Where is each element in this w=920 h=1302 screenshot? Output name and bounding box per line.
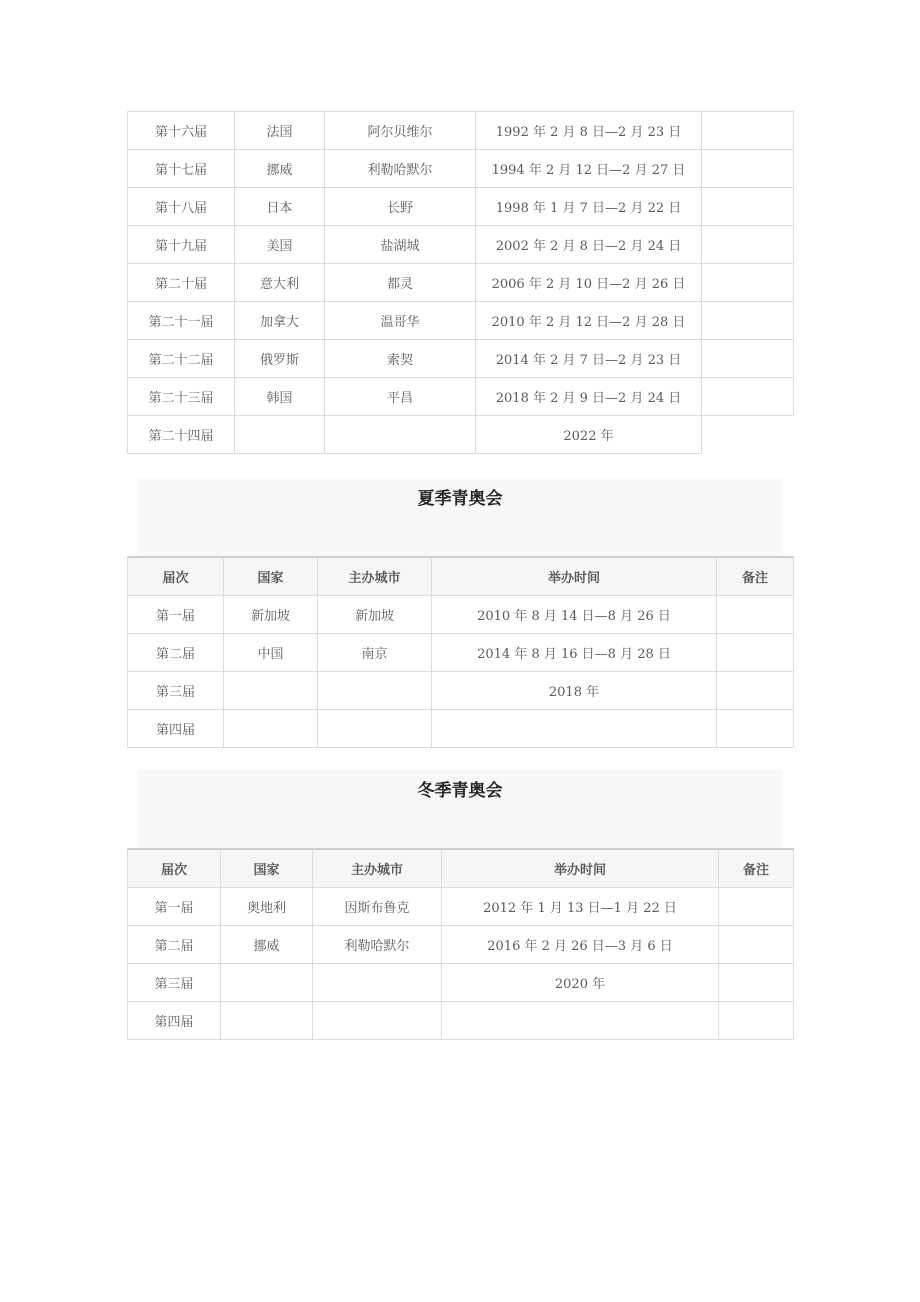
col-header-date: 举办时间 [432,557,717,596]
table-header-row [128,849,794,888]
city-cell: 阿尔贝维尔 [325,112,476,150]
country-cell: 新加坡 [224,596,318,634]
city-cell: 长野 [325,188,476,226]
edition-cell: 第一届 [128,888,221,926]
table-row [128,672,794,710]
table-row [128,112,794,150]
table-row [128,378,794,416]
table-header-row [128,557,794,596]
city-cell [325,416,476,454]
country-cell [224,672,318,710]
winter-youth-title: 冬季青奥会 [137,770,783,848]
edition-cell: 第二十二届 [128,340,235,378]
table-row [128,264,794,302]
table-row [128,302,794,340]
city-cell [313,964,442,1002]
table-row [128,926,794,964]
notes-cell [717,710,794,748]
date-cell: 2014 年 8 月 16 日—8 月 28 日 [432,634,717,672]
city-cell [313,1002,442,1040]
city-cell: 利勒哈默尔 [325,150,476,188]
country-cell [221,1002,313,1040]
city-cell: 盐湖城 [325,226,476,264]
country-cell: 奥地利 [221,888,313,926]
table-row [128,710,794,748]
table-row [128,226,794,264]
col-header-country: 国家 [221,849,313,888]
col-header-country: 国家 [224,557,318,596]
notes-cell [719,964,794,1002]
city-cell: 索契 [325,340,476,378]
col-header-notes: 备注 [717,557,794,596]
notes-cell [719,926,794,964]
edition-cell: 第十六届 [128,112,235,150]
edition-cell: 第二十届 [128,264,235,302]
table-row [128,340,794,378]
table-row [128,416,794,454]
country-cell: 意大利 [235,264,325,302]
notes-cell [702,188,794,226]
table-row [128,596,794,634]
country-cell [224,710,318,748]
country-cell [235,416,325,454]
date-cell: 1992 年 2 月 8 日—2 月 23 日 [476,112,702,150]
city-cell: 南京 [318,634,432,672]
col-header-notes: 备注 [719,849,794,888]
edition-cell: 第二届 [128,926,221,964]
notes-cell [702,226,794,264]
city-cell: 温哥华 [325,302,476,340]
winter-youth-table [127,848,794,1040]
country-cell: 日本 [235,188,325,226]
date-cell: 2016 年 2 月 26 日—3 月 6 日 [442,926,719,964]
winter-youth-body [128,888,794,1040]
notes-cell [719,1002,794,1040]
country-cell: 中国 [224,634,318,672]
city-cell: 利勒哈默尔 [313,926,442,964]
date-cell: 2018 年 2 月 9 日—2 月 24 日 [476,378,702,416]
edition-cell: 第三届 [128,672,224,710]
country-cell [221,964,313,1002]
edition-cell: 第四届 [128,1002,221,1040]
col-header-date: 举办时间 [442,849,719,888]
edition-cell: 第四届 [128,710,224,748]
notes-cell [717,634,794,672]
blank-cell [702,416,794,454]
city-cell: 平昌 [325,378,476,416]
date-cell [442,1002,719,1040]
date-cell: 2018 年 [432,672,717,710]
country-cell: 美国 [235,226,325,264]
table-row [128,150,794,188]
edition-cell: 第二十四届 [128,416,235,454]
date-cell: 2022 年 [476,416,702,454]
col-header-city: 主办城市 [318,557,432,596]
table-row [128,1002,794,1040]
edition-cell: 第一届 [128,596,224,634]
col-header-city: 主办城市 [313,849,442,888]
table-row [128,634,794,672]
city-cell: 因斯布鲁克 [313,888,442,926]
summer-youth-table [127,556,794,748]
notes-cell [717,596,794,634]
date-cell: 2020 年 [442,964,719,1002]
date-cell: 2006 年 2 月 10 日—2 月 26 日 [476,264,702,302]
date-cell: 2002 年 2 月 8 日—2 月 24 日 [476,226,702,264]
date-cell: 2010 年 2 月 12 日—2 月 28 日 [476,302,702,340]
edition-cell: 第二十一届 [128,302,235,340]
edition-cell: 第二届 [128,634,224,672]
notes-cell [719,888,794,926]
country-cell: 挪威 [235,150,325,188]
table-row [128,888,794,926]
summer-youth-body [128,596,794,748]
date-cell: 2010 年 8 月 14 日—8 月 26 日 [432,596,717,634]
notes-cell [702,112,794,150]
city-cell [318,710,432,748]
country-cell: 挪威 [221,926,313,964]
date-cell: 2014 年 2 月 7 日—2 月 23 日 [476,340,702,378]
city-cell: 都灵 [325,264,476,302]
city-cell: 新加坡 [318,596,432,634]
notes-cell [702,150,794,188]
country-cell: 俄罗斯 [235,340,325,378]
col-header-edition: 届次 [128,849,221,888]
notes-cell [702,264,794,302]
winter-olympics-table [127,111,794,454]
date-cell [432,710,717,748]
edition-cell: 第十七届 [128,150,235,188]
edition-cell: 第十八届 [128,188,235,226]
notes-cell [717,672,794,710]
date-cell: 1998 年 1 月 7 日—2 月 22 日 [476,188,702,226]
col-header-edition: 届次 [128,557,224,596]
notes-cell [702,378,794,416]
country-cell: 法国 [235,112,325,150]
winter-olympics-body [128,112,794,454]
edition-cell: 第二十三届 [128,378,235,416]
edition-cell: 第十九届 [128,226,235,264]
notes-cell [702,302,794,340]
date-cell: 2012 年 1 月 13 日—1 月 22 日 [442,888,719,926]
summer-youth-title: 夏季青奥会 [137,478,783,556]
table-row [128,188,794,226]
notes-cell [702,340,794,378]
edition-cell: 第三届 [128,964,221,1002]
country-cell: 韩国 [235,378,325,416]
country-cell: 加拿大 [235,302,325,340]
table-row [128,964,794,1002]
city-cell [318,672,432,710]
date-cell: 1994 年 2 月 12 日—2 月 27 日 [476,150,702,188]
